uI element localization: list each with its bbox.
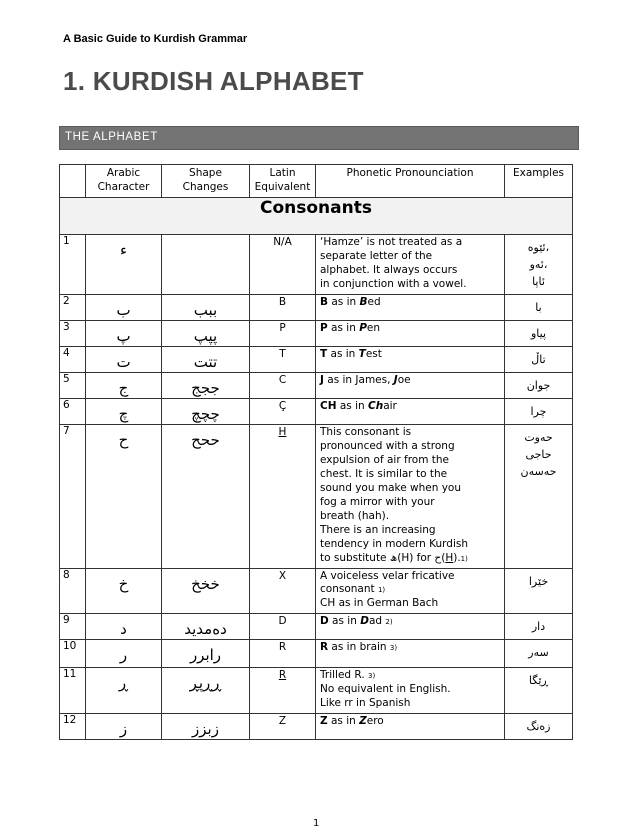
example-word: سەر bbox=[528, 646, 549, 660]
row-number: 9 bbox=[60, 614, 86, 640]
examples bbox=[505, 295, 573, 321]
phonetic-text: R as in brain bbox=[320, 641, 390, 654]
phonetic-text: There is an increasing bbox=[320, 523, 436, 536]
phonetic-text: B as in Bed bbox=[320, 296, 381, 308]
table-row bbox=[60, 235, 573, 295]
phonetic-line bbox=[320, 454, 500, 468]
examples bbox=[505, 347, 573, 373]
phonetic-text: tendency in modern Kurdish bbox=[320, 537, 469, 550]
phonetic-pronunciation bbox=[316, 568, 505, 614]
phonetic-line bbox=[320, 250, 500, 264]
phonetic-text: ‘Hamze’ is not treated as a bbox=[320, 236, 463, 248]
phonetic-text: to substitute bbox=[320, 551, 390, 564]
phonetic-line bbox=[320, 496, 500, 510]
phonetic-pronunciation bbox=[316, 714, 505, 740]
shape-changes: رابرر bbox=[162, 640, 250, 668]
phonetic-text: D as in Dad bbox=[320, 615, 386, 628]
phonetic-line bbox=[320, 400, 500, 414]
phonetic-text: chest. It is similar to the bbox=[320, 467, 448, 480]
phonetic-line bbox=[320, 524, 500, 538]
shape-changes: چچچ bbox=[162, 399, 250, 425]
phonetic-text: Trilled R. bbox=[320, 669, 368, 682]
latin-letter: H bbox=[278, 426, 287, 438]
arabic-character: ز bbox=[86, 714, 162, 740]
footnote-ref: 3) bbox=[368, 672, 376, 681]
phonetic-line bbox=[320, 296, 500, 310]
phonetic-line bbox=[320, 374, 500, 388]
row-number: 2 bbox=[60, 295, 86, 321]
row-number: 1 bbox=[60, 235, 86, 295]
latin-equivalent bbox=[250, 425, 316, 569]
alphabet-table bbox=[59, 164, 573, 740]
phonetic-line bbox=[320, 715, 500, 729]
phonetic-line bbox=[320, 264, 500, 278]
phonetic-pronunciation bbox=[316, 373, 505, 399]
latin-equivalent bbox=[250, 321, 316, 347]
arabic-character: چ bbox=[86, 399, 162, 425]
header-arabic: Arabic Character bbox=[86, 165, 162, 198]
phonetic-line bbox=[320, 278, 500, 292]
phonetic-pronunciation bbox=[316, 399, 505, 425]
example-word: حەوت bbox=[524, 431, 553, 444]
latin-letter: X bbox=[278, 569, 287, 582]
phonetic-text: T as in Test bbox=[320, 348, 382, 360]
phonetic-text: (H) for bbox=[397, 551, 435, 564]
phonetic-line bbox=[320, 615, 500, 629]
arabic-character: ڕ bbox=[86, 668, 162, 714]
phonetic-pronunciation bbox=[316, 295, 505, 321]
table-row bbox=[60, 295, 573, 321]
latin-letter: R bbox=[278, 669, 287, 682]
latin-letter: Z bbox=[278, 715, 287, 728]
header-latin: Latin Equivalent bbox=[250, 165, 316, 198]
phonetic-text: alphabet. It always occurs bbox=[320, 263, 458, 276]
latin-equivalent bbox=[250, 640, 316, 668]
example-word: ئەو، bbox=[529, 258, 548, 272]
table-header-row bbox=[60, 165, 573, 198]
table-row bbox=[60, 347, 573, 373]
examples bbox=[505, 399, 573, 425]
latin-equivalent bbox=[250, 614, 316, 640]
latin-equivalent bbox=[250, 373, 316, 399]
footnote-ref: 3) bbox=[389, 644, 398, 653]
chapter-title: 1. KURDISH ALPHABET bbox=[63, 66, 364, 96]
example-word: حاجی bbox=[525, 448, 552, 462]
row-number: 7 bbox=[60, 425, 86, 569]
examples bbox=[505, 568, 573, 614]
phonetic-text: breath (hah). bbox=[320, 509, 390, 522]
header-phonetic: Phonetic Pronounciation bbox=[316, 165, 505, 198]
row-number: 12 bbox=[60, 714, 86, 740]
phonetic-line bbox=[320, 322, 500, 336]
row-number: 4 bbox=[60, 347, 86, 373]
shape-changes: خخخ bbox=[162, 568, 250, 614]
examples bbox=[505, 614, 573, 640]
phonetic-text: fog a mirror with your bbox=[320, 495, 435, 508]
examples bbox=[505, 321, 573, 347]
row-number: 3 bbox=[60, 321, 86, 347]
shape-changes: دەمدید bbox=[162, 614, 250, 640]
row-number: 5 bbox=[60, 373, 86, 399]
phonetic-line bbox=[320, 510, 500, 524]
arabic-character: پ bbox=[86, 321, 162, 347]
arabic-glyph: ھ bbox=[389, 551, 398, 564]
example-word: ڕێگا bbox=[528, 674, 549, 688]
example-word: تاڵ bbox=[531, 353, 546, 366]
example-word: زەنگ bbox=[526, 720, 551, 734]
latin-letter: C bbox=[278, 374, 287, 386]
examples bbox=[505, 235, 573, 295]
phonetic-text: This consonant is bbox=[320, 426, 412, 438]
arabic-character: ء bbox=[86, 235, 162, 295]
shape-changes: ححح bbox=[162, 425, 250, 569]
example-word: حەسەن bbox=[520, 465, 557, 479]
phonetic-text: sound you make when you bbox=[320, 481, 461, 494]
examples bbox=[505, 425, 573, 569]
arabic-character: ح bbox=[86, 425, 162, 569]
phonetic-line bbox=[320, 538, 500, 552]
phonetic-text: Like rr in Spanish bbox=[320, 697, 411, 710]
shape-changes: زبزز bbox=[162, 714, 250, 740]
table-row bbox=[60, 321, 573, 347]
latin-equivalent bbox=[250, 714, 316, 740]
latin-letter: P bbox=[279, 322, 286, 334]
phonetic-text: separate letter of the bbox=[320, 249, 433, 262]
phonetic-text: J as in James, Joe bbox=[320, 374, 411, 386]
latin-equivalent bbox=[250, 295, 316, 321]
arabic-glyph: ح bbox=[434, 551, 442, 564]
example-word: ئاپا bbox=[532, 275, 545, 289]
footnote-ref: 1) bbox=[460, 554, 468, 563]
examples bbox=[505, 640, 573, 668]
shape-changes: تتت bbox=[162, 347, 250, 373]
phonetic-pronunciation bbox=[316, 668, 505, 714]
example-word: خێرا bbox=[528, 574, 549, 588]
example-word: با bbox=[535, 301, 542, 314]
table-row bbox=[60, 668, 573, 714]
arabic-character: ر bbox=[86, 640, 162, 668]
header-examples: Examples bbox=[505, 165, 573, 198]
examples bbox=[505, 714, 573, 740]
phonetic-text: A voiceless velar fricative bbox=[320, 569, 455, 582]
phonetic-line bbox=[320, 348, 500, 362]
table-row bbox=[60, 714, 573, 740]
footnote-ref: 1) bbox=[377, 586, 386, 595]
latin-equivalent bbox=[250, 235, 316, 295]
header-number bbox=[60, 165, 86, 198]
phonetic-line: CH as in German Bach bbox=[320, 597, 439, 610]
latin-equivalent bbox=[250, 347, 316, 373]
table-row bbox=[60, 373, 573, 399]
example-word: ئێوە، bbox=[527, 241, 550, 254]
phonetic-text: ( bbox=[441, 551, 446, 564]
table-row bbox=[60, 640, 573, 668]
phonetic-line bbox=[320, 570, 500, 584]
running-head: A Basic Guide to Kurdish Grammar bbox=[63, 33, 248, 45]
phonetic-pronunciation bbox=[316, 640, 505, 668]
row-number: 10 bbox=[60, 640, 86, 668]
phonetic-line bbox=[320, 641, 500, 655]
latin-equivalent bbox=[250, 399, 316, 425]
phonetic-text: consonant bbox=[320, 583, 378, 596]
arabic-character: ج bbox=[86, 373, 162, 399]
page-number: 1 bbox=[313, 818, 320, 829]
example-word: چرا bbox=[530, 405, 547, 418]
latin-equivalent bbox=[250, 568, 316, 614]
row-number: 8 bbox=[60, 568, 86, 614]
shape-changes: ببب bbox=[162, 295, 250, 321]
phonetic-line bbox=[320, 482, 500, 496]
group-title: Consonants bbox=[60, 198, 573, 235]
phonetic-text: Z as in Zero bbox=[320, 715, 384, 728]
latin-letter: H bbox=[445, 551, 454, 564]
latin-letter: R bbox=[278, 641, 287, 654]
section-title: THE ALPHABET bbox=[65, 131, 158, 143]
group-row bbox=[60, 198, 573, 235]
phonetic-text: in conjunction with a vowel. bbox=[320, 277, 467, 290]
arabic-character: ت bbox=[86, 347, 162, 373]
phonetic-line bbox=[320, 669, 500, 683]
shape-changes: ججج bbox=[162, 373, 250, 399]
phonetic-pronunciation bbox=[316, 235, 505, 295]
phonetic-line bbox=[320, 468, 500, 482]
table-row bbox=[60, 568, 573, 614]
shape-changes: ڕڕپڕ bbox=[162, 668, 250, 714]
phonetic-text: pronounced with a strong bbox=[320, 439, 455, 452]
shape-changes bbox=[162, 235, 250, 295]
footnote-ref: 2) bbox=[385, 618, 393, 627]
phonetic-text: expulsion of air from the bbox=[320, 453, 449, 466]
arabic-character: ب bbox=[86, 295, 162, 321]
latin-equivalent bbox=[250, 668, 316, 714]
phonetic-pronunciation bbox=[316, 425, 505, 569]
section-bar bbox=[59, 126, 579, 150]
example-word: پیاو bbox=[530, 327, 547, 340]
phonetic-line bbox=[320, 426, 500, 440]
phonetic-text: CH as in Chair bbox=[320, 400, 397, 412]
phonetic-line bbox=[320, 583, 500, 597]
example-word: دار bbox=[531, 620, 546, 634]
row-number: 11 bbox=[60, 668, 86, 714]
latin-letter: N/A bbox=[273, 236, 292, 248]
phonetic-pronunciation bbox=[316, 347, 505, 373]
table-row bbox=[60, 425, 573, 569]
phonetic-pronunciation bbox=[316, 321, 505, 347]
phonetic-text: ). bbox=[453, 551, 461, 564]
phonetic-text: No equivalent in English. bbox=[320, 683, 451, 696]
arabic-character: د bbox=[86, 614, 162, 640]
phonetic-line bbox=[320, 683, 500, 697]
latin-letter: D bbox=[278, 615, 287, 628]
latin-letter: Ç bbox=[278, 400, 287, 412]
table-row bbox=[60, 614, 573, 640]
phonetic-line bbox=[320, 552, 500, 566]
phonetic-pronunciation bbox=[316, 614, 505, 640]
phonetic-text: P as in Pen bbox=[320, 322, 381, 334]
phonetic-line bbox=[320, 236, 500, 250]
shape-changes: پپپ bbox=[162, 321, 250, 347]
examples bbox=[505, 668, 573, 714]
latin-letter: B bbox=[278, 296, 287, 308]
header-shape: Shape Changes bbox=[162, 165, 250, 198]
latin-letter: T bbox=[279, 348, 286, 360]
phonetic-line bbox=[320, 697, 500, 711]
row-number: 6 bbox=[60, 399, 86, 425]
arabic-character: خ bbox=[86, 568, 162, 614]
examples bbox=[505, 373, 573, 399]
phonetic-line bbox=[320, 440, 500, 454]
table-row bbox=[60, 399, 573, 425]
example-word: جوان bbox=[526, 379, 551, 392]
